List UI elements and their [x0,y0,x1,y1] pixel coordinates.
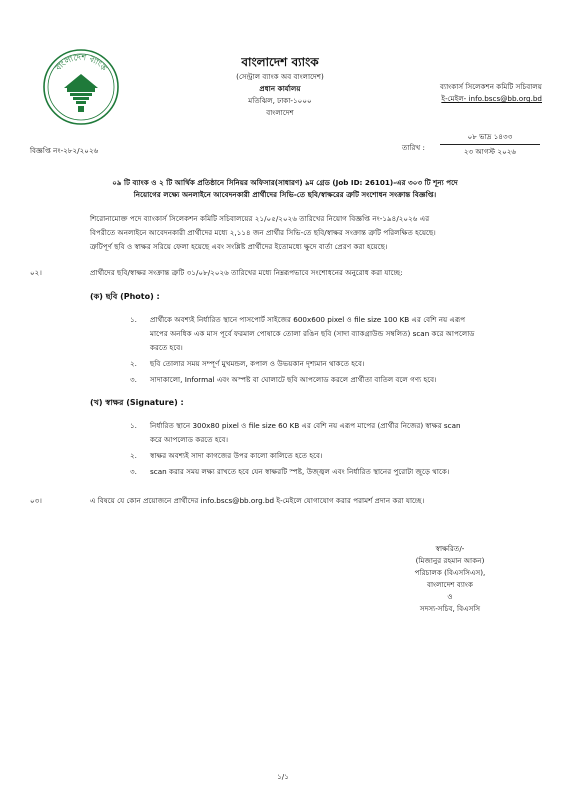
section2-text: প্রার্থীদের ছবি/স্বাক্ষর সংক্রান্ত ত্রুটি ৩১/০৮/২০২৬ তারিখের মধ্যে নিম্নরূপভাবে সংশোধনের অনুরোধ করা যাচ্ছে: [90,268,403,277]
photo-item-1-number: ১. [130,315,137,324]
title-line-2: নিয়োগের লক্ষ্যে অনলাইনে আবেদনকারী প্রার্থীদের সিভি-তে ছবি/স্বাক্ষরের ত্রুটি সংশোধন সংক্রান্ত বিজ্ঞপ্তি। [133,190,437,199]
intro-line-1: শিরোনামোক্ত পদে ব্যাংকার্স সিলেকশন কমিটি সচিবালয়ের ২১/০৫/২০২৬ তারিখের নিয়োগ বিজ্ঞপ্তি নং-১৯৪/২০২৬ এর [90,214,430,223]
photo-heading: (ক) ছবি (Photo) : [90,292,160,301]
office: প্রধান কার্যালয় [259,84,301,93]
secretariat: ব্যাংকার্স সিলেকশন কমিটি সচিবালয় [439,82,542,91]
signature-item-3-number: ৩. [130,467,137,476]
photo-item-2-line-1: ছবি তোলার সময় সম্পূর্ণ মুখমন্ডল, কপাল ও উভয়কান দৃশ্যমান থাকতে হবে। [150,359,365,368]
country: বাংলাদেশ [266,108,294,117]
signature-item-3-line-1: scan করার সময় লক্ষ্য রাখতে হবে যেন স্বাক্ষরটি স্পষ্ট, উজ্জ্বল এবং নির্ধারিত স্থানের পুরোটা জুড়ে থাকে। [150,467,450,476]
bank-name-en: (সেন্ট্রাল ব্যাংক অব বাংলাদেশ) [236,72,324,81]
page-number: ১/১ [277,772,289,781]
intro-line-3: ত্রুটিপূর্ণ ছবি ও স্বাক্ষর সরিয়ে ফেলা হয়েছে এবং সংশ্লিষ্ট প্রার্থীদের ইতোমধ্যে ক্ষুদে বার্তা প্রেরণ করা হয়েছে। [90,242,388,251]
section2-number: ০২। [30,268,42,277]
intro-line-2: বিপরীতে অনলাইনে আবেদনকারী প্রার্থীদের মধ্যে ২,১১৪ জন প্রার্থীর সিভি-তে ছবি/স্বাক্ষর সংক্রান্ত ত্রুটি পরিলক্ষিত হয়েছে। [90,228,436,237]
photo-item-3-number: ৩. [130,375,137,384]
date-bn: ০৮ ভাদ্র ১৪৩৩ [467,132,513,141]
address: মতিঝিল, ঢাকা-১০০০ [248,96,312,105]
email-line: ই-মেইল- info.bscs@bb.org.bd [441,94,542,103]
signatory-and: ও [447,592,453,601]
signatory-org: বাংলাদেশ ব্যাংক [426,580,474,589]
signature-item-2-number: ২. [130,451,137,460]
signature-item-1-line-1: নির্ধারিত স্থানে 300x80 pixel ও file size 60 KB এর বেশি নয় এরূপ মাপের (প্রার্থীর নিজের) স্বাক্ষর scan [150,421,461,430]
notice-number: বিজ্ঞপ্তি নং-২৮২/২০২৬ [30,146,99,155]
bank-name: বাংলাদেশ ব্যাংক [241,55,319,69]
title-line-1: ০৯ টি ব্যাংক ও ২ টি আর্থিক প্রতিষ্ঠানে সিনিয়র অফিসার(সাধারণ) ৯ম গ্রেড (Job ID: 26101)-এর ৩০৩ টি শূন্য পদে [112,178,458,187]
signed-mark: স্বাক্ষরিত/- [435,544,465,553]
photo-item-3-line-1: সাদাকালো, Informal এবং অস্পষ্ট বা ঘোলাটে ছবি আপলোড করলে প্রার্থীতা বাতিল বলে গণ্য হবে। [150,375,437,384]
signature-item-1-number: ১. [130,421,137,430]
bangladesh-bank-logo-icon [42,48,120,126]
signature-item-2-line-1: স্বাক্ষর অবশ্যই সাদা কাগজের উপর কালো কালিতে হতে হবে। [150,451,323,460]
signatory-designation: পরিচালক (বিএসসিএস), [414,568,486,577]
signatory-name: (মিজানুর রহমান আকন) [415,556,485,565]
date-divider [440,144,540,145]
section3-text: এ বিষয়ে যে কোন প্রয়োজনে প্রার্থীদের info.bscs@bb.org.bd ই-মেইলে যোগাযোগ করার পরামর্শ প্রদান করা যাচ্ছে। [90,496,425,505]
section3-number: ০৩। [30,496,42,505]
date-label: তারিখ : [402,143,425,152]
signature-heading: (খ) স্বাক্ষর (Signature) : [90,398,184,407]
logo-text: বাংলাদেশ ব্যাংক [53,52,109,73]
photo-item-1-line-3: করতে হবে। [150,343,183,352]
date-greg: ২৩ আগস্ট ২০২৬ [463,147,517,156]
signatory-role: সদস্য-সচিব, বিএসসি [419,604,481,613]
photo-item-1-line-1: প্রার্থীকে অবশ্যই নির্ধারিত স্থানে পাসপোর্ট সাইজের 600x600 pixel ও file size 100 KB এর বেশি নয় এরূপ [150,315,466,324]
photo-item-2-number: ২. [130,359,137,368]
signature-item-1-line-2: করে আপলোড করতে হবে। [150,435,229,444]
photo-item-1-line-2: মাপের অনধিক এক মাস পূর্বে ফরমাল পোষাকে তোলা রঙিন ছবি (সাদা ব্যাকগ্রাউন্ড সম্বলিত) scan করে আপলোড [150,329,475,338]
